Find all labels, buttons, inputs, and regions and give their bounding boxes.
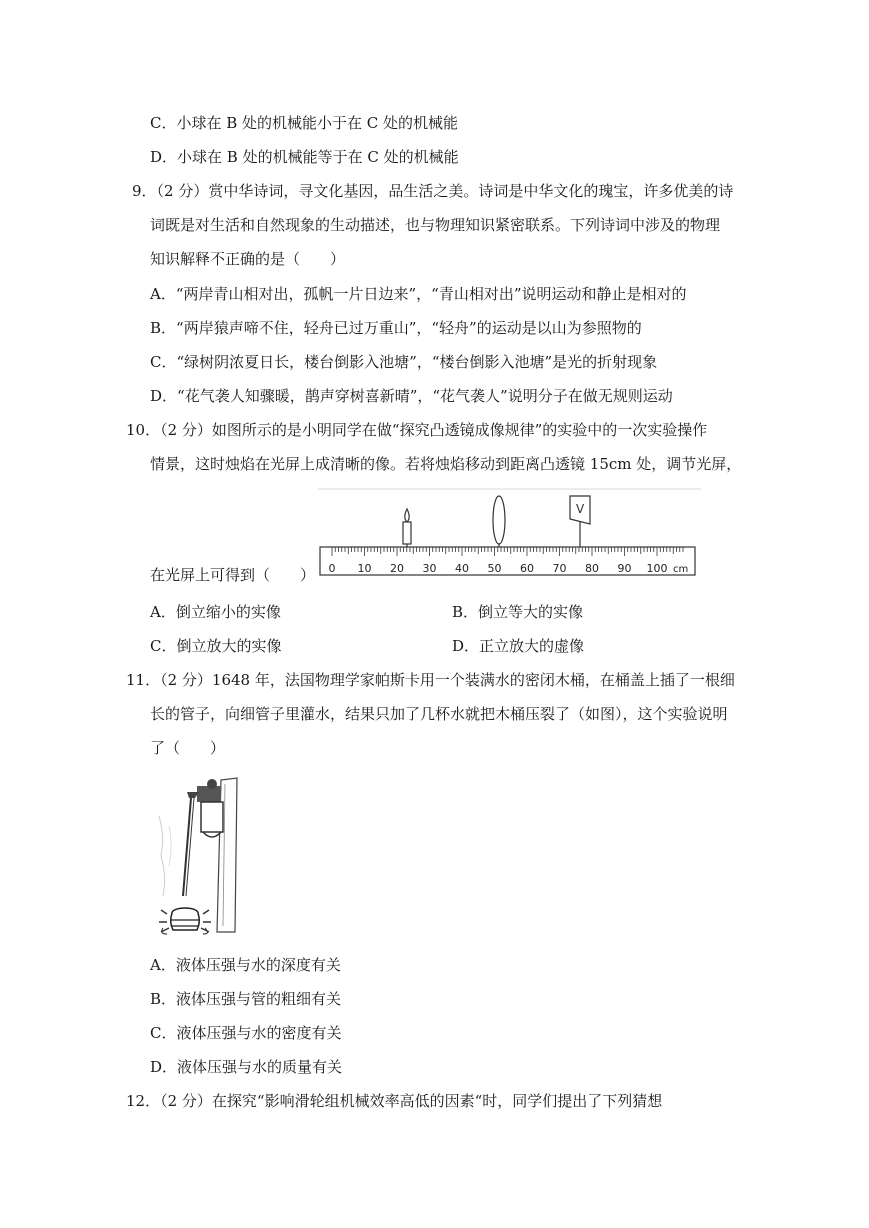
q10-stem-line2: 情景，这时烛焰在光屏上成清晰的像。若将烛焰移动到距离凸透镜 15cm 处，调节光屏， bbox=[150, 455, 742, 473]
q9-stem-line1: 9．（2 分）赏中华诗词，寻文化基因，品生活之美。诗词是中华文化的瑰宝，许多优美的诗 bbox=[132, 182, 734, 200]
q8-option-d: D．小球在 B 处的机械能等于在 C 处的机械能 bbox=[150, 148, 459, 166]
q10-option-a: A．倒立缩小的实像 bbox=[150, 603, 281, 621]
q9-option-c: C．“绿树阴浓夏日长，楼台倒影入池塘”，“楼台倒影入池塘”是光的折射现象 bbox=[150, 353, 658, 371]
ruler-label: 20 bbox=[390, 562, 404, 575]
q9-stem-line2: 词既是对生活和自然现象的生动描述，也与物理知识紧密联系。下列诗词中涉及的物理 bbox=[150, 216, 721, 234]
q10-option-c: C．倒立放大的实像 bbox=[150, 637, 282, 655]
ruler-label: 60 bbox=[520, 562, 534, 575]
ruler-label: 80 bbox=[585, 562, 599, 575]
ruler-label: 100 bbox=[646, 562, 668, 575]
q11-option-d: D．液体压强与水的质量有关 bbox=[150, 1058, 343, 1076]
ruler-label: 10 bbox=[357, 562, 372, 575]
q10-option-d: D．正立放大的虚像 bbox=[452, 637, 585, 655]
q9-option-b: B．“两岸猿声啼不住，轻舟已过万重山”，“轻舟”的运动是以山为参照物的 bbox=[150, 319, 642, 337]
candle-icon bbox=[403, 509, 411, 547]
q9-option-d: D．“花气袭人知骤暖，鹊声穿树喜新晴”，“花气袭人”说明分子在做无规则运动 bbox=[150, 387, 673, 405]
screen-letter: V bbox=[576, 502, 585, 516]
q10-stem-line1: 10．（2 分）如图所示的是小明同学在做“探究凸透镜成像规律”的实验中的一次实验操作 bbox=[126, 421, 708, 439]
q10-stem-line3: 在光屏上可得到（ ） bbox=[150, 566, 316, 584]
q9-stem-line3: 知识解释不正确的是（ ） bbox=[150, 250, 346, 268]
ruler-unit: cm bbox=[673, 564, 689, 575]
q11-stem-line1: 11．（2 分）1648 年，法国物理学家帕斯卡用一个装满水的密闭木桶，在桶盖上插了一根细 bbox=[126, 671, 735, 689]
ruler-label: 30 bbox=[422, 562, 437, 575]
ruler-label: 0 bbox=[328, 562, 336, 575]
q12-stem-line1: 12．（2 分）在探究“影响滑轮组机械效率高低的因素“时，同学们提出了下列猜想 bbox=[126, 1092, 663, 1110]
ruler-label: 40 bbox=[455, 562, 469, 575]
ruler-label: 90 bbox=[617, 562, 632, 575]
q11-option-c: C．液体压强与水的密度有关 bbox=[150, 1024, 342, 1042]
q11-option-b: B．液体压强与管的粗细有关 bbox=[150, 990, 342, 1008]
ruler-label: 70 bbox=[552, 562, 567, 575]
q8-option-c: C．小球在 B 处的机械能小于在 C 处的机械能 bbox=[150, 114, 459, 132]
q11-stem-line3: 了（ ） bbox=[150, 739, 226, 757]
ruler-label: 50 bbox=[487, 562, 502, 575]
ruler bbox=[320, 547, 695, 575]
optical-bench-figure bbox=[318, 487, 703, 582]
pascal-barrel-figure bbox=[155, 776, 255, 936]
q10-option-b: B．倒立等大的实像 bbox=[452, 603, 584, 621]
light-screen-icon bbox=[570, 496, 590, 547]
convex-lens-icon bbox=[493, 496, 505, 547]
q9-option-a: A．“两岸青山相对出，孤帆一片日边来”，“青山相对出”说明运动和静止是相对的 bbox=[150, 285, 687, 303]
q11-option-a: A．液体压强与水的深度有关 bbox=[150, 956, 341, 974]
q11-stem-line2: 长的管子，向细管子里灌水，结果只加了几杯水就把木桶压裂了（如图），这个实验说明 bbox=[150, 705, 728, 723]
